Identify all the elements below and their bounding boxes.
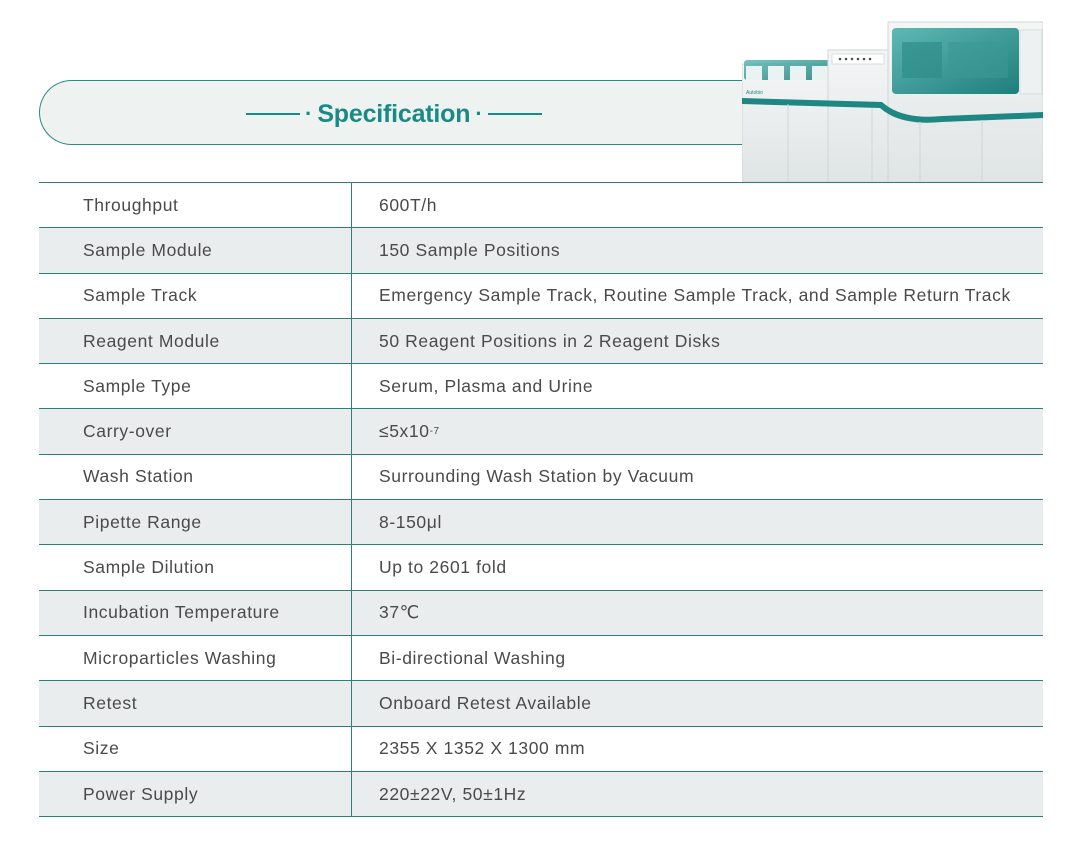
spec-value: 2355 X 1352 X 1300 mm [379, 738, 586, 759]
spec-label: Reagent Module [39, 319, 352, 363]
title-rule-left [246, 113, 300, 115]
spec-label: Sample Track [39, 274, 352, 318]
spec-value: 150 Sample Positions [379, 239, 561, 260]
table-row [39, 591, 1043, 636]
spec-label: Carry-over [39, 409, 352, 453]
spec-table [39, 182, 1043, 817]
spec-value: 600T/h [379, 194, 438, 215]
spec-label: Power Supply [39, 772, 352, 816]
table-row [39, 545, 1043, 590]
spec-label: Sample Module [39, 228, 352, 272]
table-row [39, 183, 1043, 228]
spec-value: Onboard Retest Available [379, 692, 592, 713]
table-row [39, 500, 1043, 545]
table-row [39, 274, 1043, 319]
analyzer-machine-image [742, 16, 1043, 182]
title-dot-right: · [475, 101, 483, 126]
title-rule-right [488, 113, 542, 115]
table-row [39, 772, 1043, 817]
spec-value: Bi-directional Washing [379, 647, 566, 668]
spec-label: Retest [39, 681, 352, 725]
spec-value: 8-150μl [379, 511, 442, 532]
spec-value: 220±22V, 50±1Hz [379, 783, 527, 804]
spec-value: 50 Reagent Positions in 2 Reagent Disks [379, 330, 721, 351]
spec-value: Serum, Plasma and Urine [379, 375, 594, 396]
carryover-exponent: -7 [429, 426, 440, 438]
spec-label: Throughput [39, 183, 352, 227]
table-row [39, 319, 1043, 364]
table-row [39, 636, 1043, 681]
table-row [39, 228, 1043, 273]
spec-value: Up to 2601 fold [379, 557, 507, 578]
spec-label: Pipette Range [39, 500, 352, 544]
spec-label: Sample Type [39, 364, 352, 408]
spec-label: Sample Dilution [39, 545, 352, 589]
carryover-base: ≤5x10 [379, 421, 430, 442]
table-row [39, 409, 1043, 454]
spec-value: Surrounding Wash Station by Vacuum [379, 466, 695, 487]
title-dot-left: · [305, 101, 313, 126]
table-row [39, 364, 1043, 409]
section-title [246, 97, 542, 131]
spec-label: Wash Station [39, 455, 352, 499]
table-row [39, 727, 1043, 772]
spec-value: 37℃ [379, 602, 420, 623]
brand-label: Autobio [746, 90, 763, 96]
table-row [39, 681, 1043, 726]
page-title: Specification [317, 99, 471, 128]
table-row [39, 455, 1043, 500]
spec-value: Emergency Sample Track, Routine Sample Track, and Sample Return Track [379, 285, 1011, 306]
spec-label: Microparticles Washing [39, 636, 352, 680]
spec-label: Incubation Temperature [39, 591, 352, 635]
spec-value [352, 409, 1043, 453]
spec-label: Size [39, 727, 352, 771]
